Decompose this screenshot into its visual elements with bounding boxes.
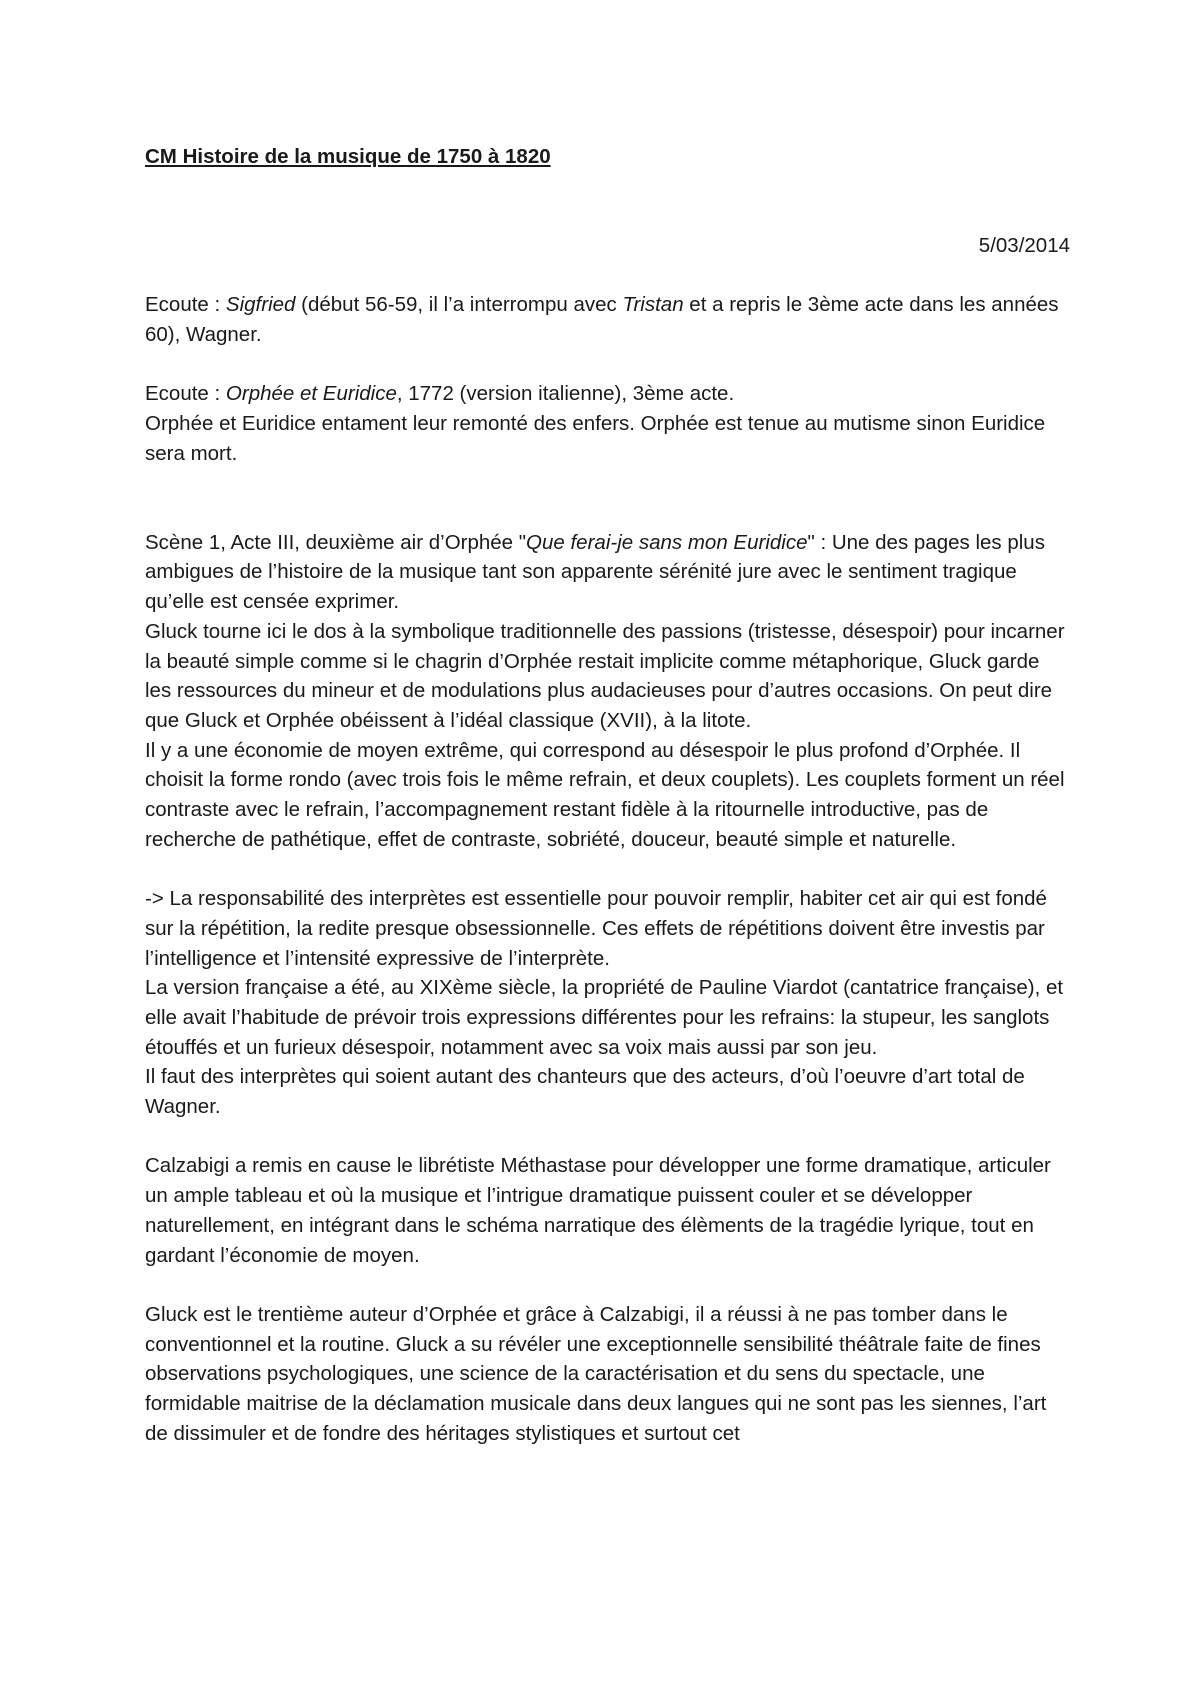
aria-title: Que ferai-je sans mon Euridice (526, 530, 808, 554)
spacer (145, 468, 1070, 527)
paragraph-acteurs: Il faut des interprètes qui soient autant des chanteurs que des acteurs, d’où l’oeuvre d’art total de Wagner. (145, 1065, 1025, 1119)
work-title: Orphée et Euridice (225, 382, 397, 406)
paragraph-calzabigi: Calzabigi a remis en cause le librétiste Méthastase pour développer une forme dramatique, articuler un ample tableau et où la musique et l’intrigue dramatique puissent couler et se développer naturellement, en intégrant dans le schéma narratique des élèments de la tragédie lyrique, tout en gardant l’économie de moyen. (145, 1154, 1051, 1267)
listen-text: (début 56-59, il l’a interrompu avec (295, 293, 623, 317)
spacer (145, 854, 1070, 884)
spacer (145, 350, 1070, 380)
paragraph-viardot: La version française a été, au XIXème siècle, la propriété de Pauline Viardot (cantatrice française), et elle avait l’habitude de prévoir trois expressions différentes pour les refrains: la stupeur, les sanglots étouffés et un furieux désespoir, notamment avec sa voix mais aussi par son jeu. (145, 976, 1064, 1059)
paragraph-intro: Orphée et Euridice entament leur remonté des enfers. Orphée est tenue au mutisme sinon Euridice sera mort. (145, 411, 1046, 465)
paragraph-trentieme: Gluck est le trentième auteur d’Orphée et grâce à Calzabigi, il a réussi à ne pas tomber dans le conventionnel et la routine. Gluck a su révéler une exceptionnelle sensibilité théâtrale faite de fines observations psychologiques, une science de la caractérisation et du sens du spectacle, une formidable maitrise de la déclamation musicale dans deux langues qui ne sont pas les siennes, l’art de dissimuler et de fondre des héritages stylistiques et surtout cet (145, 1302, 1047, 1445)
listen-text: , 1772 (version italienne), 3ème acte. (396, 382, 735, 406)
scene-text: " : Une des pages les plus ambigues de l’histoire de la musique tant son apparente sérénité jure avec le sentiment tragique qu’elle est censée exprimer. (145, 530, 1045, 614)
spacer (145, 1270, 1070, 1300)
paragraph-listen-orphee (145, 379, 1070, 409)
work-title: Tristan (622, 293, 684, 317)
listen-prefix: Ecoute : (145, 382, 226, 406)
work-title: Sigfried (225, 293, 296, 317)
page-title: CM Histoire de la musique de 1750 à 1820 (145, 145, 551, 168)
spacer (145, 1122, 1070, 1152)
listen-text: et a repris le 3ème acte dans les années 60), Wagner. (145, 293, 1059, 346)
paragraph-gluck: Gluck tourne ici le dos à la symbolique traditionnelle des passions (tristesse, désespoir) pour incarner la beauté simple comme si le chagrin d’Orphée restait implicite comme métaphorique, Gluck garde les ressources du mineur et de modulations plus audacieuses pour d’autres occasions. On peut dire que Gluck et Orphée obéissent à l’idéal classique (XVII), à la litote. (145, 619, 1065, 732)
document-page (145, 142, 1070, 1448)
spacer (145, 260, 1070, 290)
paragraph-listen-siegfried (145, 290, 1070, 349)
paragraph-scene (145, 528, 1070, 617)
paragraph-economie: Il y a une économie de moyen extrême, qui correspond au désespoir le plus profond d’Orphée. Il choisit la forme rondo (avec trois fois le même refrain, et deux couplets). Les couplets forment un réel contraste avec le refrain, l’accompagnement restant fidèle à la ritournelle introductive, pas de recherche de pathétique, effet de contraste, sobriété, douceur, beauté simple et naturelle. (145, 738, 1065, 851)
scene-prefix: Scène 1, Acte III, deuxième air d’Orphée " (145, 530, 527, 554)
paragraph-interpretes: -> La responsabilité des interprètes est essentielle pour pouvoir remplir, habiter cet air qui est fondé sur la répétition, la redite presque obsessionnelle. Ces effets de répétitions doivent être investis par l’intelligence et l’intensité expressive de l’interprète. (145, 887, 1047, 970)
document-date: 5/03/2014 (978, 233, 1070, 257)
listen-prefix: Ecoute : (145, 293, 226, 317)
